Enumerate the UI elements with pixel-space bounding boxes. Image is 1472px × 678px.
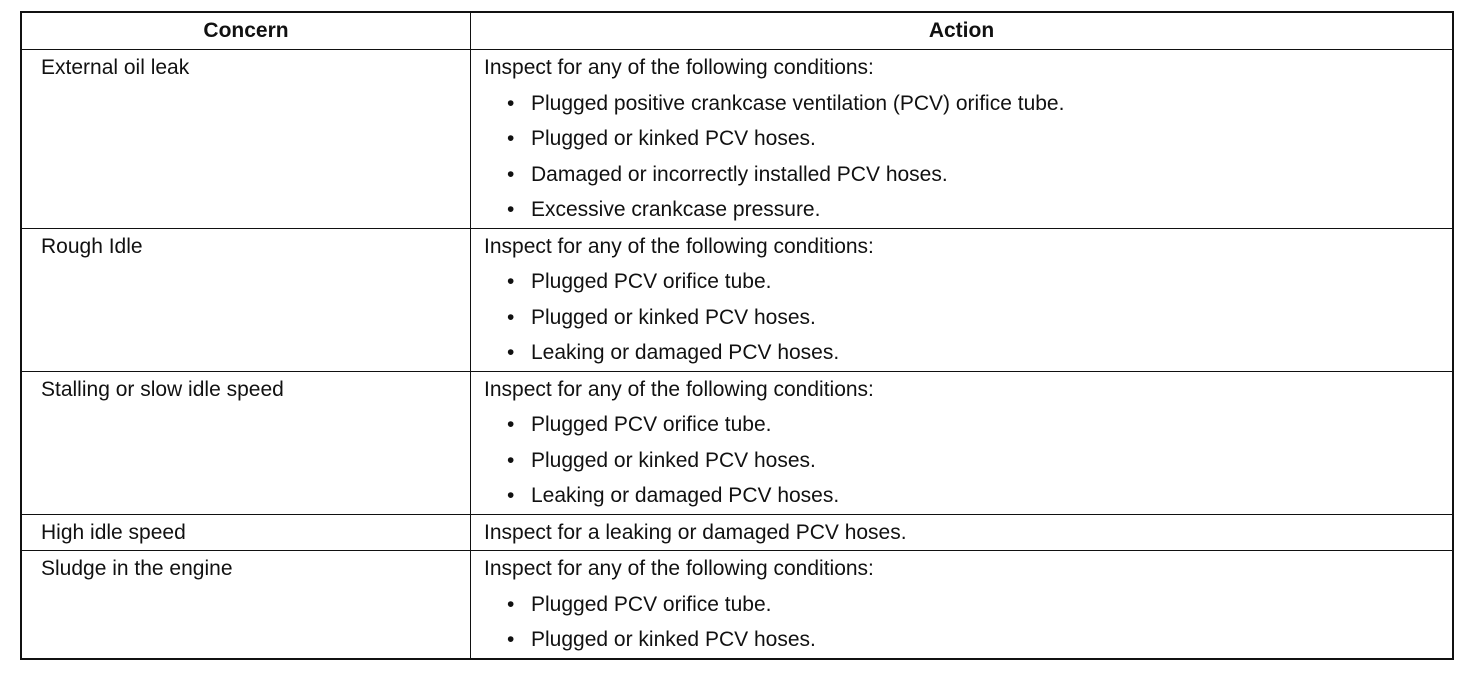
header-action: Action [928, 19, 995, 42]
condition-item: • Plugged PCV orifice tube. [484, 264, 1452, 300]
action-intro: Inspect for any of the following conditions: [484, 557, 874, 580]
condition-item: • Plugged PCV orifice tube. [484, 407, 1452, 443]
concern-cell: Rough Idle [22, 229, 471, 371]
table-row [22, 49, 1452, 228]
condition-list [484, 264, 1452, 371]
diagnosis-table [20, 11, 1454, 660]
condition-item: • Plugged or kinked PCV hoses. [484, 300, 1452, 336]
table-row [22, 228, 1452, 371]
action-cell [471, 551, 1452, 658]
action-intro: Inspect for any of the following conditions: [484, 377, 874, 401]
action-cell [471, 515, 1452, 551]
condition-item: • Plugged or kinked PCV hoses. [484, 622, 1452, 658]
condition-item: • Leaking or damaged PCV hoses. [484, 335, 1452, 371]
condition-list [484, 587, 1452, 658]
condition-item: • Excessive crankcase pressure. [484, 192, 1452, 228]
table-row [22, 514, 1452, 551]
concern-cell: Stalling or slow idle speed [22, 372, 471, 514]
header-concern: Concern [22, 13, 471, 49]
condition-list [484, 407, 1452, 514]
action-cell [471, 229, 1452, 371]
condition-item: • Damaged or incorrectly installed PCV hoses. [484, 157, 1452, 193]
table-row [22, 371, 1452, 514]
condition-list [484, 86, 1452, 228]
concern-cell: High idle speed [22, 515, 471, 551]
condition-item: • Plugged PCV orifice tube. [484, 587, 1452, 623]
action-intro: Inspect for any of the following conditions: [484, 56, 874, 79]
condition-item: • Leaking or damaged PCV hoses. [484, 478, 1452, 514]
action-cell [471, 372, 1452, 514]
action-cell [471, 50, 1452, 228]
action-intro: Inspect for a leaking or damaged PCV hoses. [484, 520, 907, 544]
condition-item: • Plugged or kinked PCV hoses. [484, 443, 1452, 479]
concern-cell: Sludge in the engine [22, 551, 471, 658]
action-intro: Inspect for any of the following conditions: [484, 234, 874, 258]
table-header-row [22, 13, 1452, 49]
concern-cell: External oil leak [22, 50, 471, 228]
table-row [22, 550, 1452, 658]
condition-item: • Plugged positive crankcase ventilation (PCV) orifice tube. [484, 86, 1452, 122]
condition-item: • Plugged or kinked PCV hoses. [484, 121, 1452, 157]
